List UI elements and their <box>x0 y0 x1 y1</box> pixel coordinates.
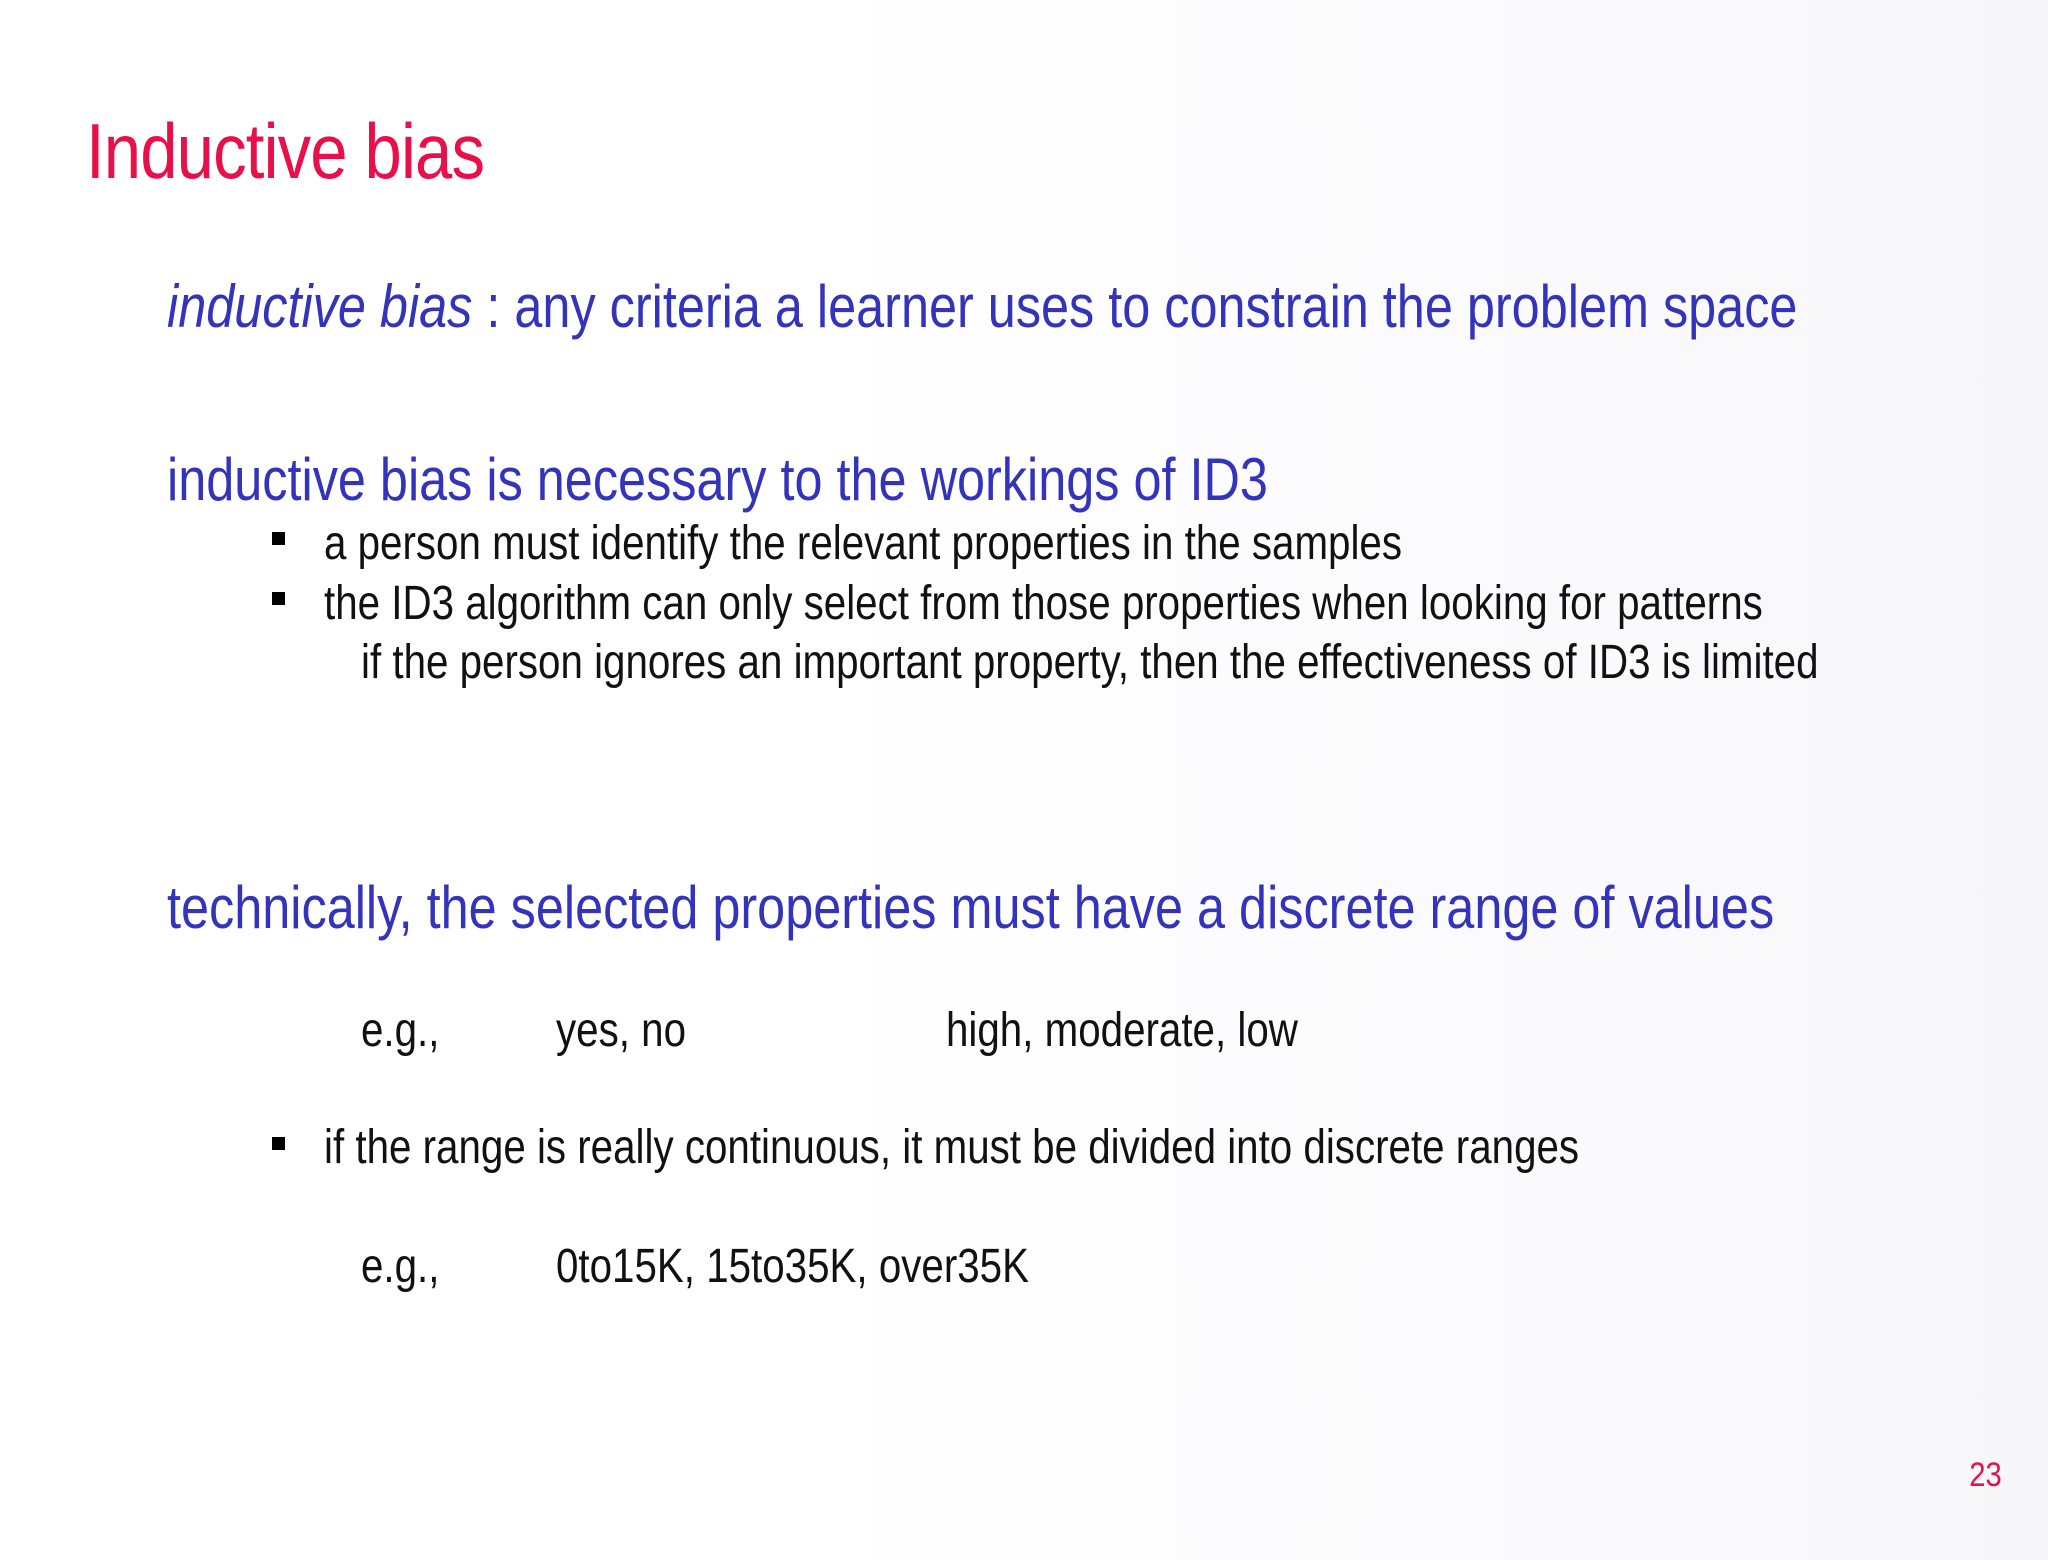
point2-bullet: if the range is really continuous, it must be divided into discrete ranges <box>324 1121 1580 1174</box>
point1-bullet-2: the ID3 algorithm can only select from those properties when looking for patterns <box>324 577 1763 630</box>
example1-values-b: high, moderate, low <box>946 1004 1298 1057</box>
definition-text: : any criteria a learner uses to constrain the problem space <box>472 273 1798 340</box>
example1-label: e.g., <box>361 1004 440 1057</box>
bullet-marker <box>272 592 285 605</box>
slide-title: Inductive bias <box>86 107 485 195</box>
example2-label: e.g., <box>361 1240 440 1293</box>
example2-values: 0to15K, 15to35K, over35K <box>556 1240 1029 1293</box>
definition-line <box>167 273 1798 340</box>
point1-heading: inductive bias is necessary to the workings of ID3 <box>167 446 1268 513</box>
point2-heading: technically, the selected properties must have a discrete range of values <box>167 874 1775 941</box>
definition-term: inductive bias <box>167 273 473 340</box>
page-number: 23 <box>1969 1456 2002 1494</box>
bullet-marker <box>272 532 285 545</box>
bullet-marker <box>272 1137 285 1150</box>
point1-sub-note: if the person ignores an important property, then the effectiveness of ID3 is limited <box>361 636 1819 689</box>
point1-bullet-1: a person must identify the relevant properties in the samples <box>324 517 1403 570</box>
example1-values-a: yes, no <box>556 1004 687 1057</box>
